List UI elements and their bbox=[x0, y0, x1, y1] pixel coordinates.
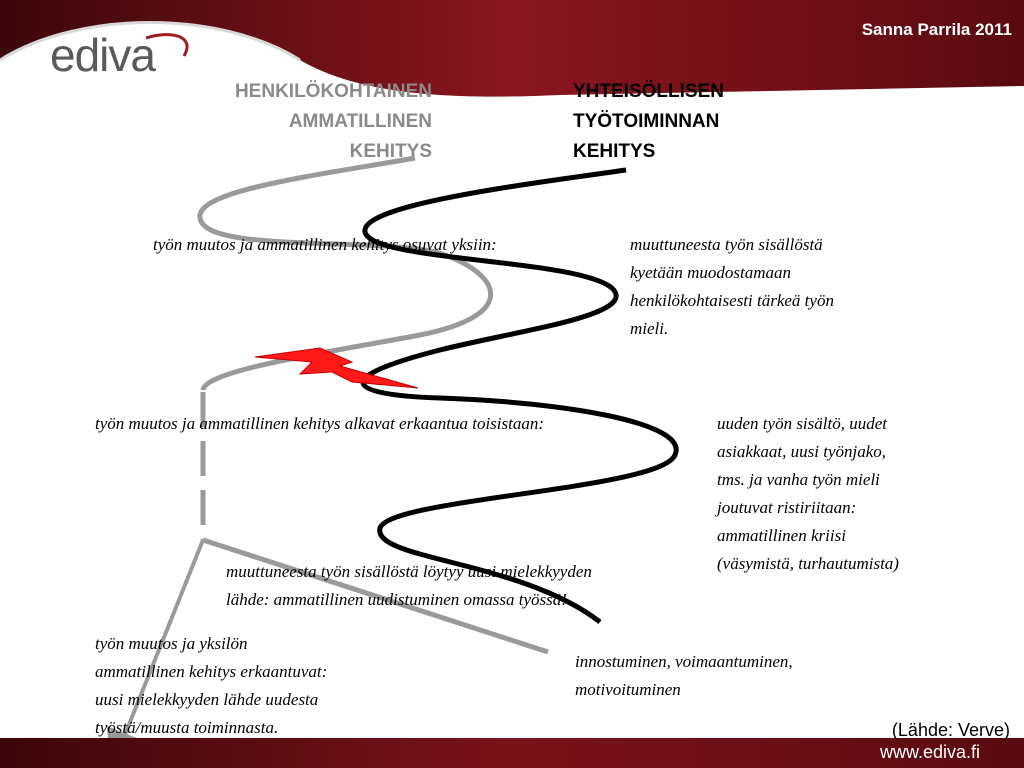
text-motivation: innostuminen, voimaantuminen, motivoituminen bbox=[575, 652, 793, 699]
heading-right-line-3: KEHITYS bbox=[573, 141, 656, 162]
heading-right-line-1: YHTEISÖLLISEN bbox=[573, 81, 724, 102]
text-meaning: muuttuneesta työn sisällöstä kyetään muodostamaan henkilökohtaisesti tärkeä työn mieli. bbox=[630, 235, 834, 338]
heading-left-line-3: KEHITYS bbox=[349, 141, 432, 162]
footer-url[interactable]: www.ediva.fi bbox=[879, 742, 980, 762]
ediva-logo: ediva bbox=[50, 29, 155, 81]
heading-left-line-2: AMMATILLINEN bbox=[288, 111, 432, 132]
heading-left-line-1: HENKILÖKOHTAINEN bbox=[234, 81, 432, 102]
personal-development-curve bbox=[200, 158, 491, 390]
source-citation: (Lähde: Verve) bbox=[891, 720, 1010, 740]
heading-right-line-2: TYÖTOIMINNAN bbox=[573, 111, 720, 132]
conflict-lightning-icon bbox=[255, 348, 418, 388]
text-diverge: työn muutos ja ammatillinen kehitys alkavat erkaantua toisistaan: bbox=[95, 414, 545, 433]
text-new-source: työn muutos ja yksilön ammatillinen kehitys erkaantuvat: uusi mielekkyyden lähde uudesta työstä/muusta toiminnasta. bbox=[95, 634, 328, 737]
text-crisis: uuden työn sisältö, uudet asiakkaat, uusi työnjako, tms. ja vanha työn mieli joutuvat ristiriitaan: ammatillinen kriisi (väsymistä, turhautumista) bbox=[717, 414, 899, 573]
text-renewal: muuttuneesta työn sisällöstä löytyy uusi mielekkyyden lähde: ammatillinen uudistuminen omassa työssä! bbox=[226, 562, 592, 609]
text-aligned: työn muutos ja ammatillinen kehitys osuvat yksiin: bbox=[153, 235, 497, 254]
author-credit: Sanna Parrila 2011 bbox=[861, 20, 1012, 39]
footer-banner bbox=[0, 738, 1024, 768]
